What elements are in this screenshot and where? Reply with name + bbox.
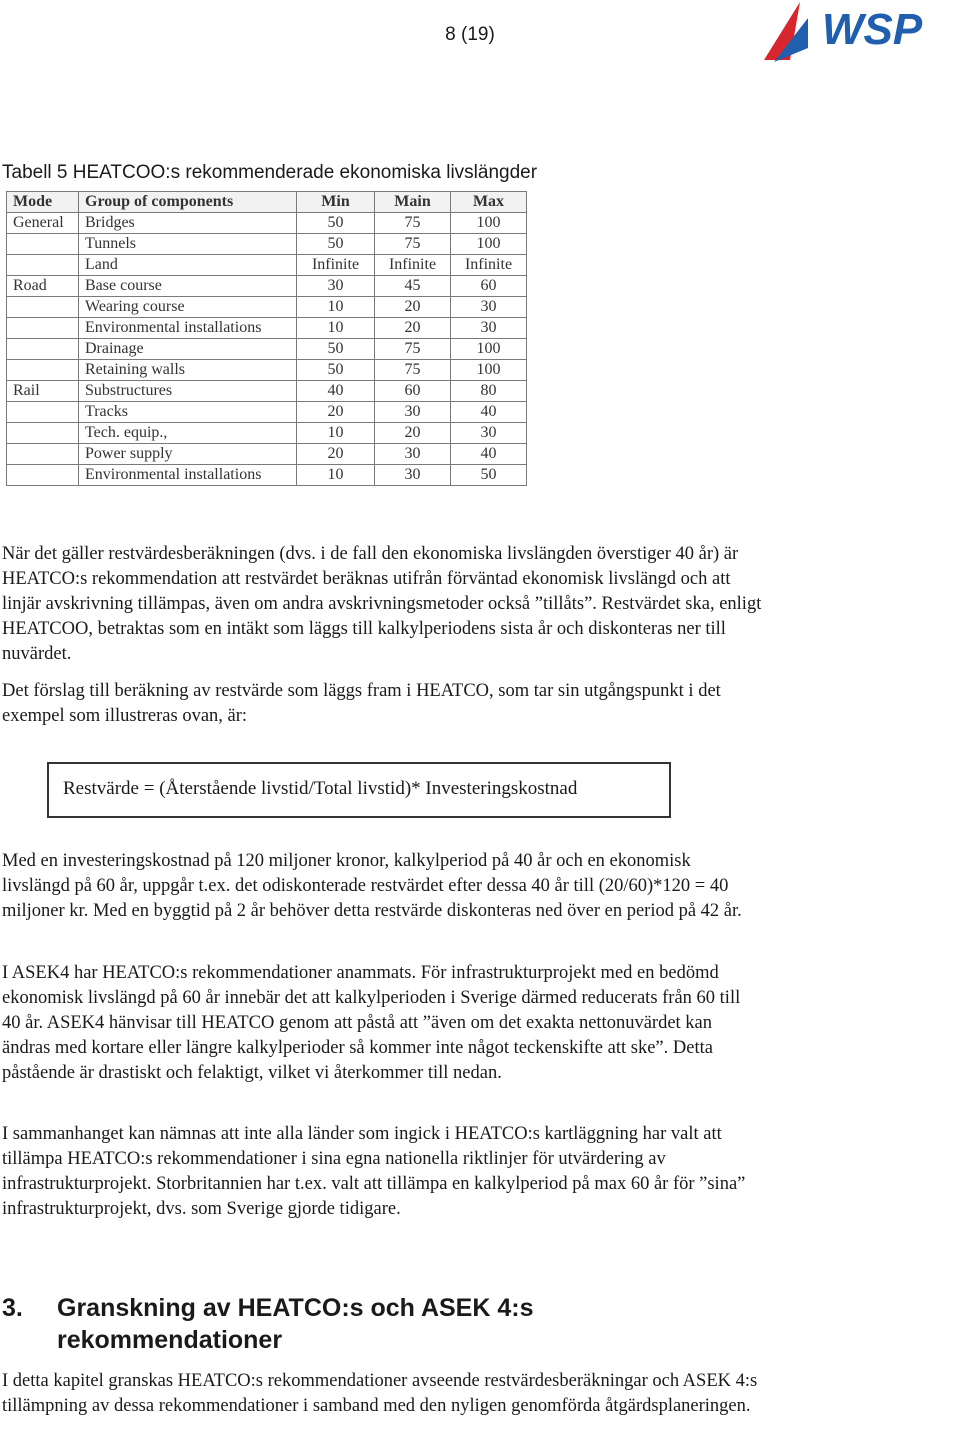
table-row: [7, 465, 527, 486]
cell-min: 50: [297, 234, 375, 255]
cell-main: 75: [375, 213, 451, 234]
paragraph-countries: I sammanhanget kan nämnas att inte alla länder som ingick i HEATCO:s kartläggning har valt att tillämpa HEATCO:s rekommendationer i sina egna nationella riktlinjer för utvärdering av infrastrukturprojekt. Storbritannien har t.ex. valt att tillämpa en kalkylperiod på max 60 år för ”sina” infrastrukturprojekt, dvs. som Sverige gjorde tidigare.: [2, 1124, 746, 1219]
cell-min: 30: [297, 276, 375, 297]
cell-max: Infinite: [451, 255, 527, 276]
cell-max: 100: [451, 339, 527, 360]
cell-mode: [7, 423, 79, 444]
header-max: Max: [451, 192, 527, 213]
table-row: [7, 444, 527, 465]
paragraph-proposal: Det förslag till beräkning av restvärde som läggs fram i HEATCO, som tar sin utgångspunkt i det exempel som illustreras ovan, är:: [2, 681, 721, 726]
wsp-logo: [760, 0, 960, 66]
cell-min: 50: [297, 339, 375, 360]
header-min: Min: [297, 192, 375, 213]
paragraph-section-intro: I detta kapitel granskas HEATCO:s rekommendationer avseende restvärdesberäkningar och ASEK 4:s tillämpning av dessa rekommendationer i samband med den nyligen genomförda åtgärdsplaneringen.: [2, 1371, 758, 1416]
cell-min: 10: [297, 297, 375, 318]
cell-max: 60: [451, 276, 527, 297]
cell-group: Land: [79, 255, 297, 276]
table-row: [7, 318, 527, 339]
table-row: [7, 339, 527, 360]
cell-max: 100: [451, 213, 527, 234]
table-row: [7, 255, 527, 276]
table-header-row: [7, 192, 527, 213]
cell-group: Retaining walls: [79, 360, 297, 381]
cell-mode: Rail: [7, 381, 79, 402]
table-caption: Tabell 5 HEATCOO:s rekommenderade ekonomiska livslängder: [2, 162, 538, 183]
cell-group: Substructures: [79, 381, 297, 402]
cell-group: Environmental installations: [79, 318, 297, 339]
formula-text: Restvärde = (Återstående livstid/Total livstid)* Investeringskostnad: [63, 778, 578, 799]
cell-min: 20: [297, 402, 375, 423]
cell-mode: General: [7, 213, 79, 234]
cell-mode: [7, 444, 79, 465]
table-row: [7, 213, 527, 234]
cell-main: 45: [375, 276, 451, 297]
cell-min: 10: [297, 423, 375, 444]
cell-max: 30: [451, 297, 527, 318]
table-row: [7, 360, 527, 381]
page-number: 8 (19): [445, 24, 495, 45]
header-group: Group of components: [79, 192, 297, 213]
paragraph-asek4: I ASEK4 har HEATCO:s rekommendationer anammats. För infrastrukturprojekt med en bedömd ekonomisk livslängd på 60 år innebär det att kalkylperioden i Sverige därmed reducerats från 60 till 40 år. ASEK4 hänvisar till HEATCO genom att påstå att ”även om det exakta nettonuvärdet kan ändras med kortare eller längre kalkylperioder så kommer inte något teckenskifte att ske”. Detta påstående är drastiskt och felaktigt, vilket vi återkommer till nedan.: [2, 963, 741, 1083]
cell-max: 80: [451, 381, 527, 402]
logo-text: WSP: [822, 5, 923, 54]
cell-min: 40: [297, 381, 375, 402]
cell-main: 30: [375, 402, 451, 423]
cell-max: 50: [451, 465, 527, 486]
cell-group: Tracks: [79, 402, 297, 423]
cell-max: 30: [451, 318, 527, 339]
cell-mode: [7, 255, 79, 276]
cell-mode: [7, 360, 79, 381]
cell-group: Wearing course: [79, 297, 297, 318]
cell-mode: [7, 297, 79, 318]
cell-main: 20: [375, 423, 451, 444]
cell-min: 50: [297, 360, 375, 381]
cell-group: Environmental installations: [79, 465, 297, 486]
cell-main: 30: [375, 465, 451, 486]
cell-mode: Road: [7, 276, 79, 297]
cell-main: 20: [375, 297, 451, 318]
table-row: [7, 297, 527, 318]
cell-main: 75: [375, 339, 451, 360]
cell-group: Drainage: [79, 339, 297, 360]
cell-min: 20: [297, 444, 375, 465]
cell-min: 10: [297, 318, 375, 339]
header-main: Main: [375, 192, 451, 213]
paragraph-example: Med en investeringskostnad på 120 miljoner kronor, kalkylperiod på 40 år och en ekonomisk livslängd på 60 år, uppgår t.ex. det odiskonterade restvärdet efter dessa 40 år till (20/60)*120 = 40 miljoner kr. Med en byggtid på 2 år behöver detta restvärde diskonteras ned över en period på 42 år.: [2, 851, 742, 921]
cell-mode: [7, 465, 79, 486]
cell-max: 100: [451, 360, 527, 381]
cell-mode: [7, 339, 79, 360]
cell-mode: [7, 402, 79, 423]
formula-box: [47, 762, 671, 818]
cell-main: 60: [375, 381, 451, 402]
header-mode: Mode: [7, 192, 79, 213]
cell-mode: [7, 318, 79, 339]
cell-main: 75: [375, 234, 451, 255]
cell-max: 30: [451, 423, 527, 444]
cell-mode: [7, 234, 79, 255]
paragraph-residual-value: När det gäller restvärdesberäkningen (dvs. i de fall den ekonomiska livslängden överstiger 40 år) är HEATCO:s rekommendation att restvärdet beräknas utifrån förväntad ekonomisk livslängd och att linjär avskrivning tillämpas, även om andra avskrivningsmetoder också ”tillåts”. Restvärdet ska, enligt HEATCOO, betraktas som en intäkt som läggs till kalkylperiodens sista år och diskonteras ner till nuvärdet.: [2, 544, 762, 664]
cell-group: Base course: [79, 276, 297, 297]
cell-main: Infinite: [375, 255, 451, 276]
cell-min: 50: [297, 213, 375, 234]
cell-main: 30: [375, 444, 451, 465]
cell-min: Infinite: [297, 255, 375, 276]
cell-max: 100: [451, 234, 527, 255]
cell-group: Tech. equip.,: [79, 423, 297, 444]
cell-main: 20: [375, 318, 451, 339]
table-row: [7, 423, 527, 444]
table-row: [7, 381, 527, 402]
table-row: [7, 234, 527, 255]
table-row: [7, 402, 527, 423]
cell-group: Bridges: [79, 213, 297, 234]
cell-max: 40: [451, 444, 527, 465]
cell-max: 40: [451, 402, 527, 423]
table-row: [7, 276, 527, 297]
cell-group: Power supply: [79, 444, 297, 465]
section-title: Granskning av HEATCO:s och ASEK 4:s rekommendationer: [57, 1294, 534, 1354]
cell-min: 10: [297, 465, 375, 486]
cell-group: Tunnels: [79, 234, 297, 255]
table-body: [7, 213, 527, 486]
lifespan-table: [6, 191, 527, 486]
cell-main: 75: [375, 360, 451, 381]
section-number: 3.: [2, 1294, 23, 1322]
